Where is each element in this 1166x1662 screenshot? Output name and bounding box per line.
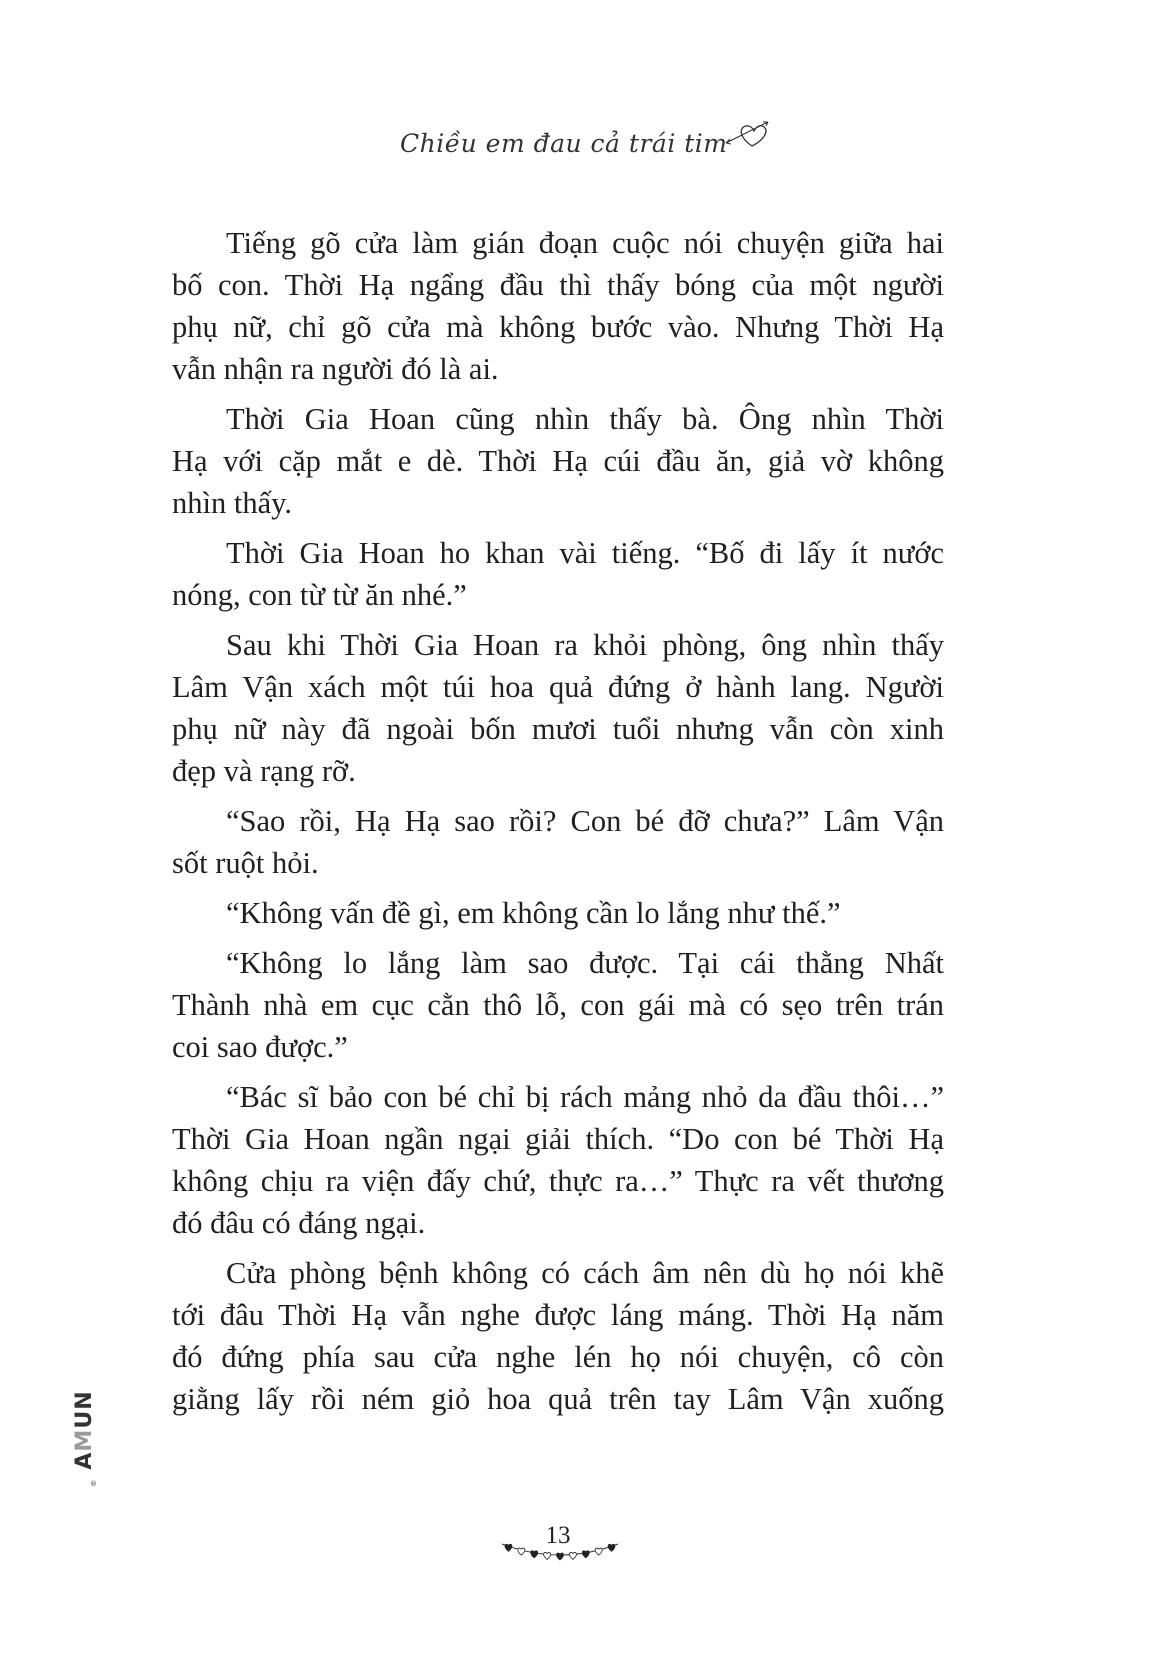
text-line: Thời Gia Hoan ngần ngại giải thích. “Do con bé Thời Hạ: [172, 1122, 944, 1156]
chapter-body: [172, 222, 944, 1428]
text-line: phụ nữ, chỉ gõ cửa mà không bước vào. Nhưng Thời Hạ: [172, 310, 944, 344]
garland-heart: [518, 1548, 525, 1555]
paragraph: [172, 222, 944, 390]
text-line: Thành nhà em cục cằn thô lỗ, con gái mà có sẹo trên trán: [172, 988, 944, 1022]
paragraph: [172, 532, 944, 616]
paragraph: [172, 1076, 944, 1244]
text-line: đó đâu có đáng ngại.: [172, 1206, 426, 1240]
garland-heart: [582, 1551, 589, 1558]
text-line: bố con. Thời Hạ ngẩng đầu thì thấy bóng của một người: [172, 268, 944, 302]
text-line: không chịu ra viện đấy chứ, thực ra…” Thực ra vết thương: [172, 1164, 944, 1198]
text-line: sốt ruột hỏi.: [172, 846, 319, 880]
registered-mark: ®: [90, 1480, 97, 1488]
paragraph: [172, 800, 944, 884]
text-line: “Không vấn đề gì, em không cần lo lắng như thế.”: [226, 896, 841, 930]
paragraph: [172, 1252, 944, 1420]
text-line: “Sao rồi, Hạ Hạ sao rồi? Con bé đỡ chưa?” Lâm Vận: [226, 804, 944, 838]
text-line: phụ nữ này đã ngoài bốn mươi tuổi nhưng vẫn còn xinh: [172, 712, 944, 746]
paragraph: [172, 892, 944, 934]
text-line: vẫn nhận ra người đó là ai.: [172, 352, 499, 386]
heart-arrow-icon: [722, 116, 772, 156]
text-line: Sau khi Thời Gia Hoan ra khỏi phòng, ông nhìn thấy: [226, 628, 944, 662]
garland-heart: [595, 1548, 602, 1555]
text-line: nóng, con từ từ ăn nhé.”: [172, 578, 467, 612]
text-line: nhìn thấy.: [172, 486, 293, 520]
text-line: tới đâu Thời Hạ vẫn nghe được láng máng. Thời Hạ năm: [172, 1298, 944, 1332]
text-line: Lâm Vận xách một túi hoa quả đứng ở hành lang. Người: [172, 670, 944, 704]
running-header: [400, 118, 820, 168]
garland-heart: [544, 1552, 551, 1559]
text-line: giằng lấy rồi ném giỏ hoa quả trên tay Lâm Vận xuống: [172, 1382, 944, 1416]
garland-heart: [531, 1551, 538, 1558]
garland-heart: [557, 1553, 564, 1560]
publisher-logo-text: AMUN: [72, 1390, 97, 1470]
text-line: Cửa phòng bệnh không có cách âm nên dù họ nói khẽ: [226, 1256, 944, 1290]
publisher-logo: [64, 1370, 104, 1490]
garland-heart: [505, 1544, 512, 1551]
text-line: Thời Gia Hoan ho khan vài tiếng. “Bố đi lấy ít nước: [226, 536, 944, 570]
text-line: Hạ với cặp mắt e dè. Thời Hạ cúi đầu ăn, giả vờ không: [172, 444, 944, 478]
text-line: Tiếng gõ cửa làm gián đoạn cuộc nói chuyện giữa hai: [226, 226, 944, 260]
text-line: đó đứng phía sau cửa nghe lén họ nói chuyện, cô còn: [172, 1340, 944, 1374]
paragraph: [172, 398, 944, 524]
page-number: 13: [545, 1522, 571, 1549]
text-line: đẹp và rạng rỡ.: [172, 754, 356, 788]
running-title: Chiều em đau cả trái tim: [400, 128, 728, 158]
paragraph: [172, 942, 944, 1068]
text-line: coi sao được.”: [172, 1030, 348, 1064]
paragraph: [172, 624, 944, 792]
garland-heart: [608, 1544, 615, 1551]
text-line: “Không lo lắng làm sao được. Tại cái thằng Nhất: [226, 946, 944, 980]
text-line: “Bác sĩ bảo con bé chỉ bị rách mảng nhỏ da đầu thôi…”: [226, 1080, 944, 1114]
garland-heart: [569, 1552, 576, 1559]
heart-garland-icon: [500, 1540, 620, 1570]
text-line: Thời Gia Hoan cũng nhìn thấy bà. Ông nhìn Thời: [226, 402, 944, 436]
